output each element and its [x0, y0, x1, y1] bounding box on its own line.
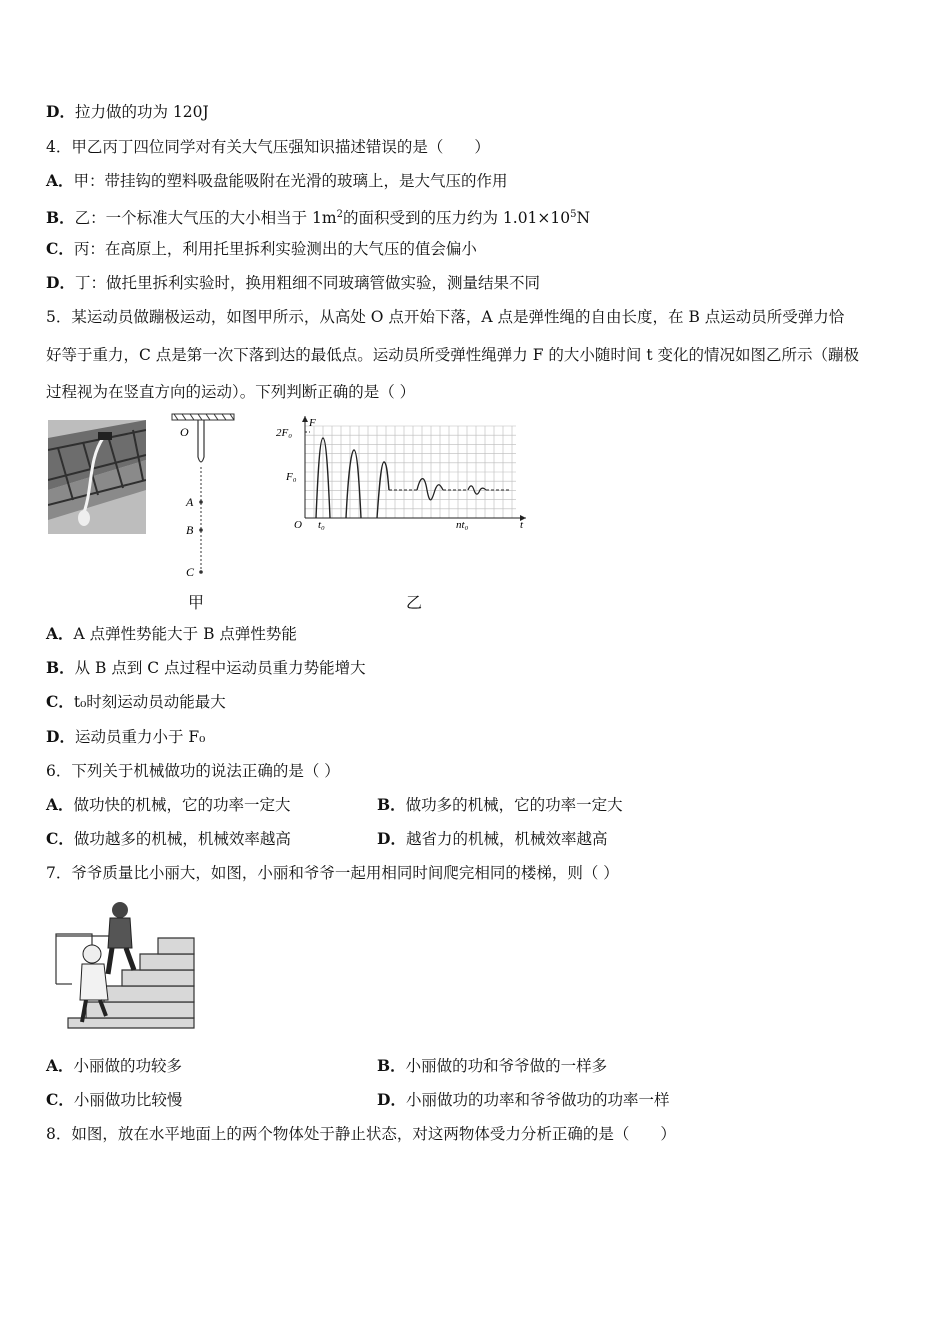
- option-label: D．: [46, 727, 75, 746]
- option-text: 做功快的机械，它的功率一定大: [73, 796, 291, 814]
- option-text: 运动员重力小于 F₀: [74, 728, 206, 746]
- option-text: 的面积受到的压力约为 1.01×10: [342, 209, 571, 228]
- option-text: N: [576, 209, 591, 228]
- graph-grid: [305, 426, 516, 518]
- option-label: C．: [46, 692, 74, 711]
- option-label: A．: [46, 624, 74, 643]
- force-curve-oscillation-1: [417, 479, 443, 500]
- option-text: 小丽做功比较慢: [73, 1091, 183, 1109]
- bungee-photo: [48, 420, 146, 534]
- point-a-label: A: [186, 495, 194, 509]
- force-curve-bounce-3: [377, 462, 389, 518]
- superscript: 2: [336, 209, 343, 220]
- q5-stem-line-3: 过程视为在竖直方向的运动）。下列判断正确的是（ ）: [46, 383, 416, 401]
- option-text: 拉力做的功为 120J: [74, 103, 209, 121]
- force-time-graph: [272, 410, 530, 530]
- option-text: 小丽做的功和爷爷做的一样多: [405, 1057, 608, 1075]
- stairs-climbing-illustration: [52, 896, 196, 1034]
- q5-stem-line-1: 5．某运动员做蹦极运动，如图甲所示，从高处 O 点开始下落，A 点是弹性绳的自由长度，在 B 点运动员所受弹力恰: [46, 308, 845, 326]
- q7-option-d: [377, 1090, 669, 1110]
- point-b-mark: [199, 528, 203, 532]
- q5-option-d: [46, 727, 205, 747]
- option-text: A 点弹性势能大于 B 点弹性势能: [73, 625, 297, 643]
- origin-label: O: [294, 519, 302, 530]
- option-text: 做功越多的机械，机械效率越高: [73, 830, 291, 848]
- q4-option-a: [46, 171, 508, 191]
- option-label: D．: [46, 102, 75, 121]
- point-b-label: B: [186, 523, 194, 537]
- option-label: D．: [377, 829, 406, 848]
- q6-option-b: [377, 795, 623, 815]
- option-text: 乙：一个标准大气压的大小相当于 1m: [74, 209, 337, 228]
- q6-stem: 6．下列关于机械做功的说法正确的是（ ）: [46, 762, 340, 780]
- figure-caption-yi: 乙: [406, 593, 423, 612]
- y-tick-f0: F₀: [286, 471, 297, 483]
- point-a-mark: [199, 500, 203, 504]
- option-text: 做功多的机械，它的功率一定大: [405, 796, 623, 814]
- q5-option-b: [46, 658, 366, 678]
- force-curve-oscillation-2: [468, 486, 486, 494]
- option-label: C．: [46, 1090, 74, 1109]
- q5-option-c: [46, 692, 226, 712]
- option-text: t₀时刻运动员动能最大: [73, 693, 226, 711]
- option-label: B．: [377, 1056, 406, 1075]
- q8-stem: 8．如图，放在水平地面上的两个物体处于静止状态，对这两物体受力分析正确的是（ ）: [46, 1125, 676, 1143]
- q7-option-a: [46, 1056, 182, 1076]
- q4-option-d: [46, 273, 540, 293]
- point-c-mark: [199, 570, 203, 574]
- q5-option-a: [46, 624, 297, 644]
- q6-option-c: [46, 829, 291, 849]
- option-text: 小丽做的功较多: [73, 1057, 183, 1075]
- q3-option-d: [46, 102, 209, 122]
- option-text: 丙：在高原上，利用托里拆利实验测出的大气压的值会偏小: [73, 240, 477, 258]
- q6-option-a: [46, 795, 291, 815]
- figure-caption-jia: 甲: [188, 593, 205, 612]
- option-text: 甲：带挂钩的塑料吸盘能吸附在光滑的玻璃上，是大气压的作用: [73, 172, 508, 190]
- q5-stem-line-2: 好等于重力，C 点是第一次下落到达的最低点。运动员所受弹性绳弹力 F 的大小随时间 t 变化的情况如图乙所示（蹦极: [46, 346, 859, 364]
- q4-option-b: [46, 205, 590, 228]
- x-tick-nt0: nt₀: [456, 519, 469, 530]
- option-label: D．: [377, 1090, 406, 1109]
- option-text: 小丽做功的功率和爷爷做功的功率一样: [405, 1091, 670, 1109]
- q4-option-c: [46, 239, 477, 259]
- x-tick-t0: t₀: [318, 519, 325, 530]
- point-o-label: O: [180, 425, 189, 439]
- q6-option-d: [377, 829, 607, 849]
- q7-option-b: [377, 1056, 607, 1076]
- option-label: C．: [46, 239, 74, 258]
- option-text: 丁：做托里拆利实验时，换用粗细不同玻璃管做实验，测量结果不同: [74, 274, 540, 292]
- option-label: C．: [46, 829, 74, 848]
- option-label: B．: [46, 208, 75, 228]
- q4-stem: 4．甲乙丙丁四位同学对有关大气压强知识描述错误的是（ ）: [46, 138, 490, 156]
- option-label: A．: [46, 171, 74, 190]
- option-label: A．: [46, 795, 74, 814]
- y-tick-2f0: 2F₀: [276, 427, 293, 439]
- bungee-diagram: [168, 412, 238, 582]
- x-axis-label: t: [520, 519, 524, 530]
- q7-option-c: [46, 1090, 182, 1110]
- option-text: 从 B 点到 C 点过程中运动员重力势能增大: [74, 659, 366, 677]
- option-text: 越省力的机械，机械效率越高: [405, 830, 608, 848]
- option-label: B．: [46, 658, 75, 677]
- option-label: D．: [46, 273, 75, 292]
- option-label: B．: [377, 795, 406, 814]
- option-label: A．: [46, 1056, 74, 1075]
- q7-stem: 7．爷爷质量比小丽大，如图，小丽和爷爷一起用相同时间爬完相同的楼梯，则（ ）: [46, 864, 619, 882]
- point-c-label: C: [186, 565, 195, 579]
- superscript: 5: [570, 209, 577, 220]
- y-axis-label: F: [309, 417, 316, 429]
